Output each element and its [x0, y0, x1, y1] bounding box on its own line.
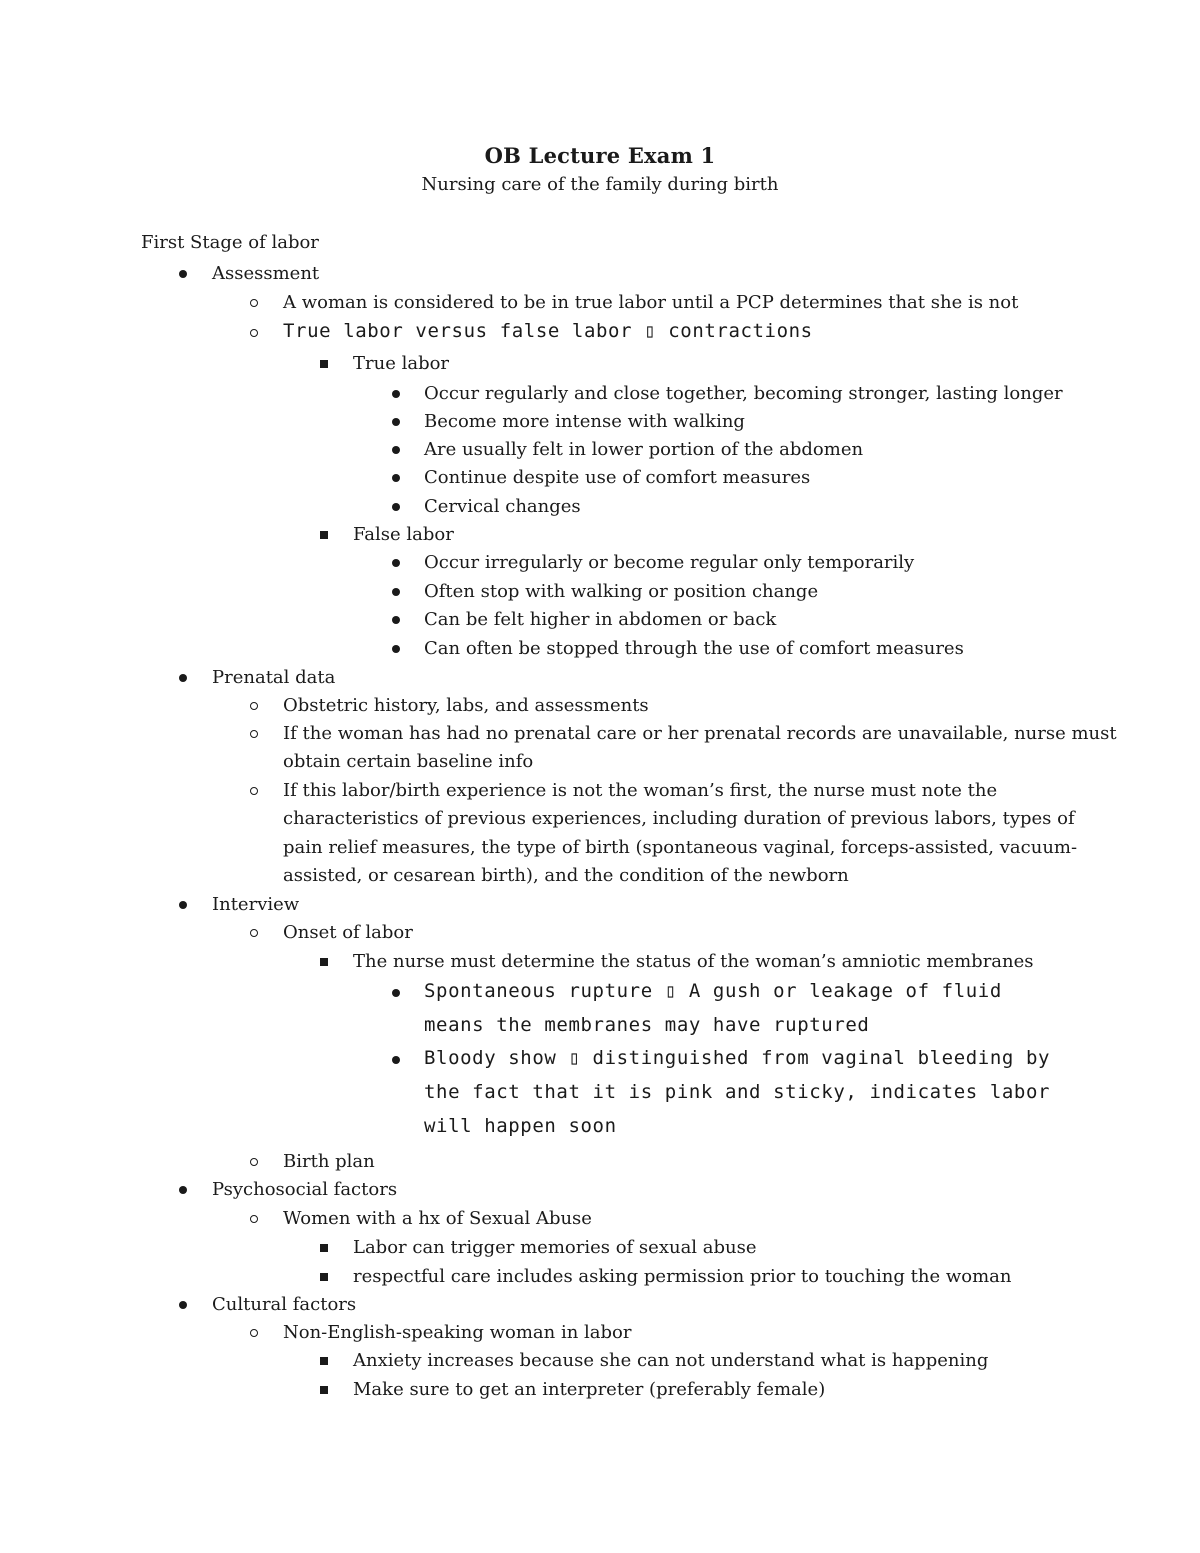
outline-item-level-4: Occur irregularly or become regular only temporarily — [424, 552, 915, 573]
outline-item-continuation: obtain certain baseline info — [283, 751, 534, 773]
outline-item-level-4: Continue despite use of comfort measures — [424, 467, 811, 488]
disc-bullet-icon — [179, 1301, 187, 1309]
outline-item-level-2: Obstetric history, labs, and assessments — [283, 695, 649, 716]
disc-bullet-icon — [392, 616, 400, 624]
circle-bullet-icon — [250, 1158, 258, 1166]
outline-item-level-4: Occur regularly and close together, becoming stronger, lasting longer — [424, 383, 1063, 404]
square-bullet-icon — [320, 1386, 328, 1394]
disc-bullet-icon — [392, 503, 400, 511]
outline-item-level-4: Can often be stopped through the use of comfort measures — [424, 638, 964, 659]
disc-bullet-icon — [179, 674, 187, 682]
disc-bullet-icon — [392, 1056, 400, 1064]
outline-item-level-3: The nurse must determine the status of the woman’s amniotic membranes — [353, 951, 1034, 972]
outline-item-level-1: Cultural factors — [212, 1294, 357, 1315]
square-bullet-icon — [320, 958, 328, 966]
outline-item-level-2: A woman is considered to be in true labor until a PCP determines that she is not — [283, 292, 1019, 313]
disc-bullet-icon — [179, 270, 187, 278]
disc-bullet-icon — [392, 446, 400, 454]
outline-item-level-2: Women with a hx of Sexual Abuse — [283, 1208, 592, 1229]
circle-bullet-icon — [250, 1329, 258, 1337]
outline-item-level-4: Can be felt higher in abdomen or back — [424, 609, 777, 630]
outline-item-level-2: If the woman has had no prenatal care or her prenatal records are unavailable, nurse must — [283, 723, 1117, 744]
circle-bullet-icon — [250, 787, 258, 795]
disc-bullet-icon — [392, 588, 400, 596]
disc-bullet-icon — [392, 390, 400, 398]
disc-bullet-icon — [392, 645, 400, 653]
disc-bullet-icon — [392, 989, 400, 997]
disc-bullet-icon — [179, 901, 187, 909]
outline-item-continuation: assisted, or cesarean birth), and the condition of the newborn — [283, 865, 849, 887]
outline-item-level-2: If this labor/birth experience is not the woman’s first, the nurse must note the — [283, 780, 998, 801]
outline-item-level-2: Non-English-speaking woman in labor — [283, 1322, 632, 1343]
outline-item-level-2: Birth plan — [283, 1151, 375, 1172]
outline-item-level-1: Psychosocial factors — [212, 1179, 398, 1200]
outline-item-level-4: Cervical changes — [424, 496, 581, 517]
outline-item-level-1: Interview — [212, 894, 300, 915]
outline-item-level-3: False labor — [353, 524, 454, 545]
circle-bullet-icon — [250, 702, 258, 710]
outline-item-continuation: pain relief measures, the type of birth (spontaneous vaginal, forceps-assisted, vacuum- — [283, 836, 1078, 858]
page-title: OB Lecture Exam 1 — [484, 143, 716, 168]
circle-bullet-icon — [250, 1215, 258, 1223]
outline-item-level-3: respectful care includes asking permission prior to touching the woman — [353, 1266, 1012, 1287]
square-bullet-icon — [320, 1357, 328, 1365]
disc-bullet-icon — [392, 474, 400, 482]
outline-item-level-2: True labor versus false labor ▯ contractions — [283, 320, 813, 342]
outline-item-continuation: means the membranes may have ruptured — [424, 1014, 870, 1036]
circle-bullet-icon — [250, 299, 258, 307]
square-bullet-icon — [320, 360, 328, 368]
outline-item-level-4: Often stop with walking or position change — [424, 581, 819, 602]
square-bullet-icon — [320, 531, 328, 539]
outline-item-level-4: Spontaneous rupture ▯ A gush or leakage of fluid — [424, 980, 1002, 1002]
circle-bullet-icon — [250, 730, 258, 738]
outline-item-level-3: Make sure to get an interpreter (preferably female) — [353, 1379, 826, 1400]
outline-item-continuation: will happen soon — [424, 1115, 617, 1137]
outline-item-level-4: Become more intense with walking — [424, 411, 745, 432]
outline-item-level-3: Labor can trigger memories of sexual abuse — [353, 1237, 757, 1258]
circle-bullet-icon — [250, 329, 258, 337]
outline-item-level-2: Onset of labor — [283, 922, 413, 943]
disc-bullet-icon — [392, 559, 400, 567]
outline-item-level-1: Prenatal data — [212, 667, 336, 688]
square-bullet-icon — [320, 1273, 328, 1281]
circle-bullet-icon — [250, 929, 258, 937]
disc-bullet-icon — [179, 1186, 187, 1194]
outline-item-level-4: Bloody show ▯ distinguished from vaginal bleeding by — [424, 1047, 1051, 1069]
square-bullet-icon — [320, 1244, 328, 1252]
outline-item-continuation: the fact that it is pink and sticky, indicates labor — [424, 1081, 1051, 1103]
disc-bullet-icon — [392, 418, 400, 426]
page-subtitle: Nursing care of the family during birth — [421, 174, 779, 195]
outline-item-level-1: Assessment — [212, 263, 320, 284]
outline-item-continuation: characteristics of previous experiences, including duration of previous labors, types of — [283, 808, 1075, 830]
outline-item-level-4: Are usually felt in lower portion of the abdomen — [424, 439, 864, 460]
outline-item-level-3: True labor — [353, 353, 450, 374]
section-heading: First Stage of labor — [141, 232, 319, 253]
outline-item-level-3: Anxiety increases because she can not understand what is happening — [353, 1350, 989, 1371]
